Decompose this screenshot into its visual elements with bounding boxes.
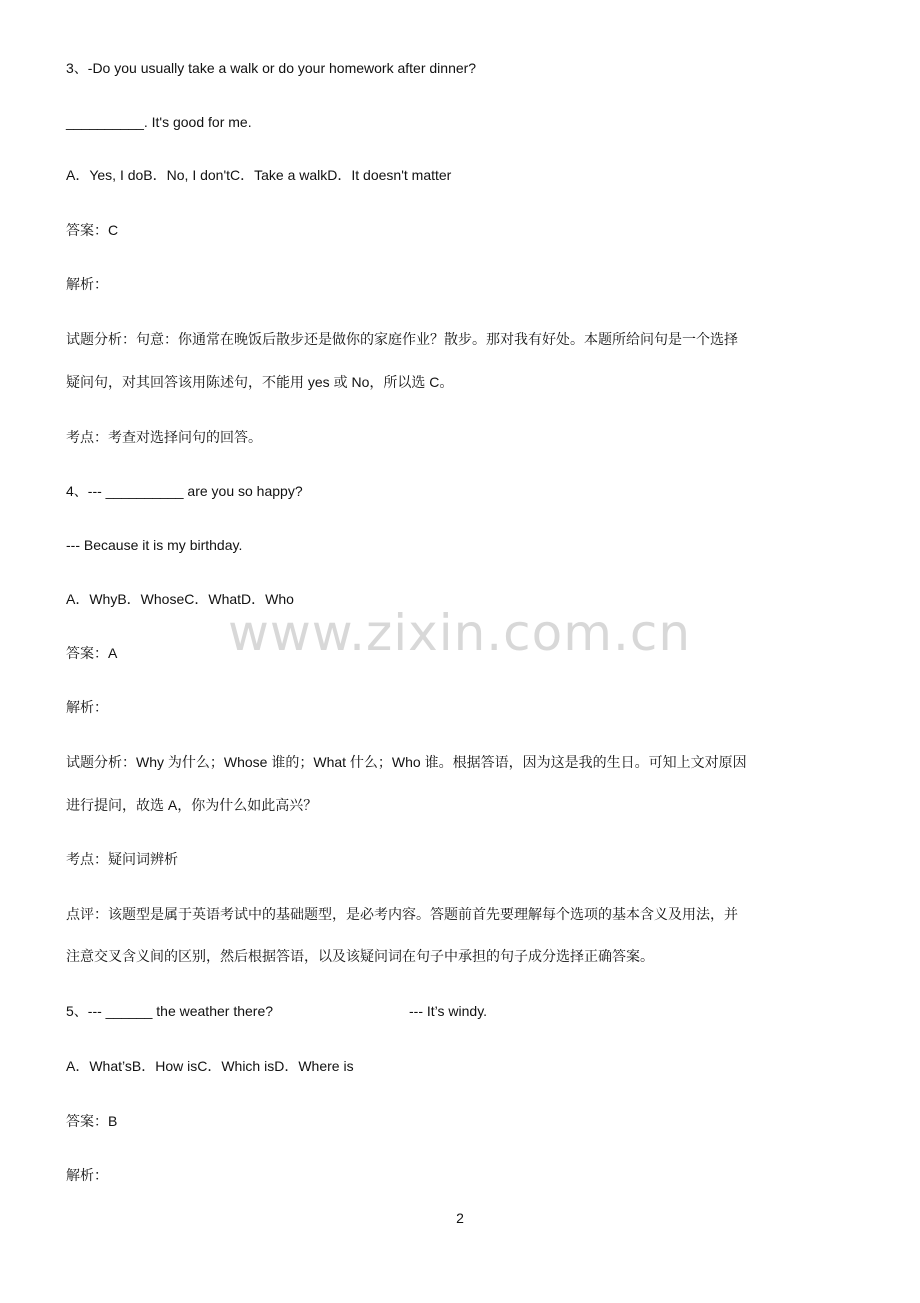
answer-key: 答案：C bbox=[66, 222, 119, 238]
question-text: 3、-Do you usually take a walk or do your homework after dinner? bbox=[66, 60, 477, 76]
question-text: 4、--- __________ are you so happy? bbox=[66, 483, 303, 499]
analysis-label: 解析： bbox=[66, 276, 108, 292]
analysis-label: 解析： bbox=[66, 699, 108, 715]
analysis-label: 解析： bbox=[66, 1167, 108, 1183]
knowledge-point: 考点：考查对选择问句的回答。 bbox=[66, 429, 262, 445]
question-reply: --- Because it is my birthday. bbox=[66, 537, 243, 553]
answer-options: A．What’sB．How isC．Which isD．Where is bbox=[66, 1058, 354, 1074]
watermark: www.zixin.com.cn bbox=[228, 604, 692, 662]
answer-options: A．Yes, I doB．No, I don'tC．Take a walkD．It doesn't matter bbox=[66, 167, 452, 183]
analysis-line: 试题分析：Why 为什么；Whose 谁的；What 什么；Who 谁。根据答语，因为这是我的生日。可知上文对原因 bbox=[66, 754, 747, 770]
page-number: 2 bbox=[456, 1210, 464, 1226]
question-reply: --- It’s windy. bbox=[409, 1003, 488, 1019]
analysis-line: 试题分析：句意：你通常在晚饭后散步还是做你的家庭作业？散步。那对我有好处。本题所给问句是一个选择 bbox=[66, 331, 738, 347]
analysis-line: 疑问句，对其回答该用陈述句，不能用 yes 或 No，所以选 C。 bbox=[66, 374, 454, 390]
question-prompt: __________. It's good for me. bbox=[66, 114, 252, 130]
question-text: 5、--- ______ the weather there? bbox=[66, 1003, 274, 1019]
analysis-line: 进行提问，故选 A，你为什么如此高兴？ bbox=[66, 797, 318, 813]
answer-options: A．WhyB．WhoseC．WhatD．Who bbox=[66, 591, 294, 607]
answer-key: 答案：A bbox=[66, 645, 118, 661]
answer-key: 答案：B bbox=[66, 1113, 118, 1129]
knowledge-point: 考点：疑问词辨析 bbox=[66, 851, 178, 867]
comment-line: 注意交叉含义间的区别，然后根据答语，以及该疑问词在句子中承担的句子成分选择正确答案。 bbox=[66, 948, 654, 964]
question-line bbox=[66, 1001, 487, 1021]
comment-line: 点评：该题型是属于英语考试中的基础题型，是必考内容。答题前首先要理解每个选项的基本含义及用法，并 bbox=[66, 906, 738, 922]
